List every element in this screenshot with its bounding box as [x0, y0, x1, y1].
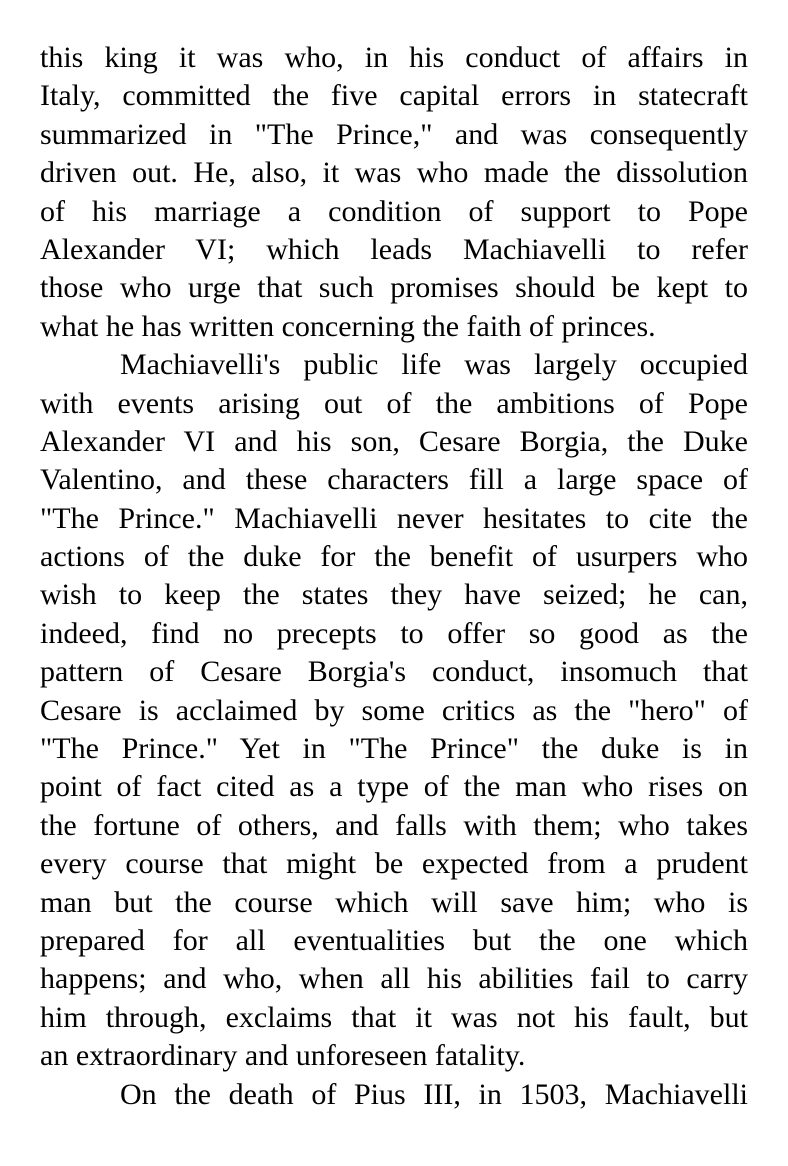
paragraph: [40, 39, 748, 346]
text-line: actions of the duke for the benefit of usurpers who: [40, 540, 748, 574]
text-line: driven out. He, also, it was who made the dissolution: [40, 156, 748, 190]
text-line: Italy, committed the five capital errors in statecraft: [40, 79, 748, 113]
text-line: him through, exclaims that it was not his fault, but: [40, 1000, 748, 1034]
page-text: [40, 39, 748, 1114]
text-line: every course that might be expected from a prudent: [40, 847, 748, 881]
text-line: of his marriage a condition of support to Pope: [40, 194, 748, 228]
text-line: Machiavelli's public life was largely occupied: [120, 348, 748, 382]
text-line: indeed, find no precepts to offer so good as the: [40, 616, 748, 650]
text-line: "The Prince." Yet in "The Prince" the duke is in: [40, 732, 748, 766]
text-line: Alexander VI and his son, Cesare Borgia, the Duke: [40, 424, 748, 458]
text-line: man but the course which will save him; who is: [40, 885, 748, 919]
text-line: what he has written concerning the faith of princes.: [40, 309, 656, 343]
text-line: happens; and who, when all his abilities fail to carry: [40, 962, 748, 996]
text-line: the fortune of others, and falls with them; who takes: [40, 808, 748, 842]
text-line: Cesare is acclaimed by some critics as the "hero" of: [40, 693, 748, 727]
text-line: prepared for all eventualities but the one which: [40, 923, 748, 957]
paragraph: [40, 346, 748, 1075]
text-line: this king it was who, in his conduct of affairs in: [40, 41, 748, 74]
text-line: point of fact cited as a type of the man who rises on: [40, 770, 748, 804]
text-line: an extraordinary and unforeseen fatality.: [40, 1039, 526, 1073]
text-line: summarized in "The Prince," and was consequently: [40, 117, 748, 151]
text-line: wish to keep the states they have seized; he can,: [40, 578, 748, 612]
text-line: pattern of Cesare Borgia's conduct, insomuch that: [40, 655, 748, 689]
paragraph: [40, 1076, 748, 1114]
text-line: those who urge that such promises should be kept to: [40, 271, 748, 305]
text-line: with events arising out of the ambitions of Pope: [40, 386, 748, 420]
text-line: Alexander VI; which leads Machiavelli to refer: [40, 232, 748, 266]
text-line: Valentino, and these characters fill a large space of: [40, 463, 748, 497]
text-line: On the death of Pius III, in 1503, Machiavelli: [120, 1077, 748, 1111]
text-line: "The Prince." Machiavelli never hesitates to cite the: [40, 501, 748, 535]
